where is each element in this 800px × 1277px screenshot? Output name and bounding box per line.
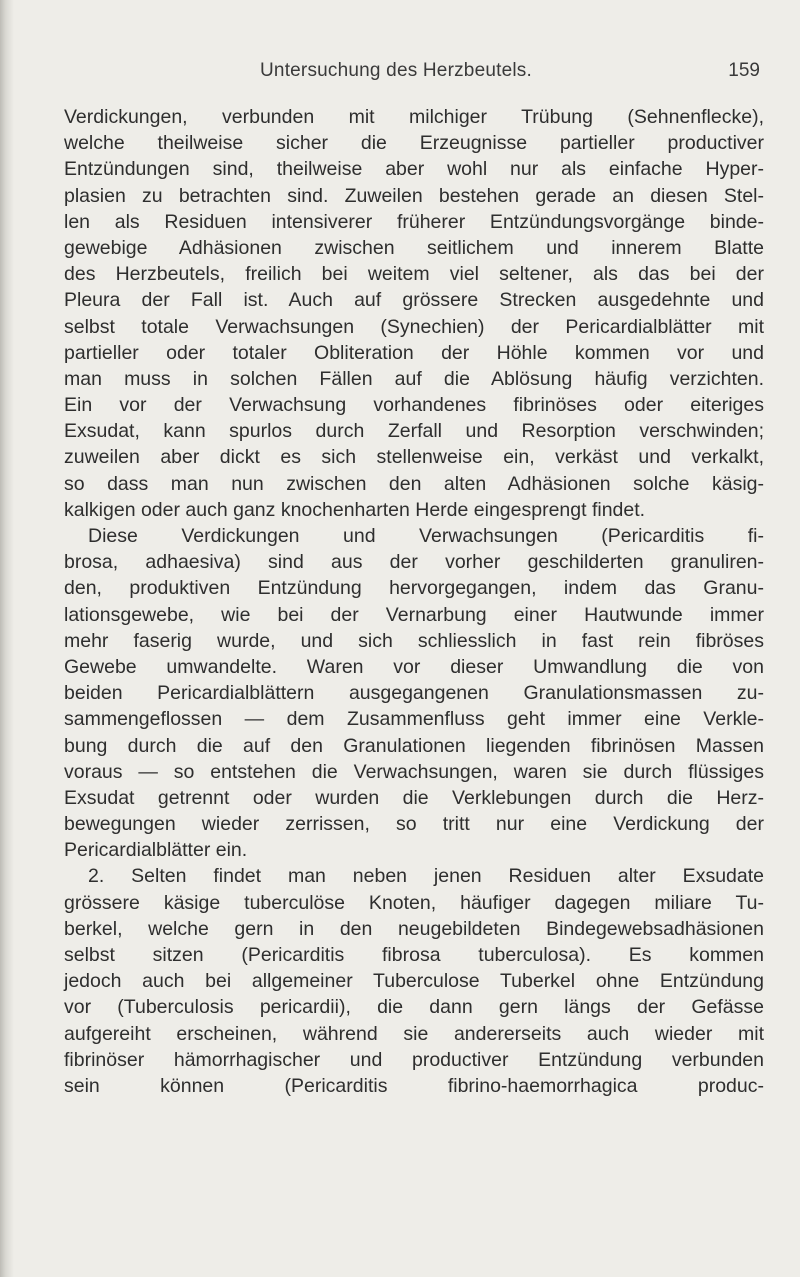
- text-line: selbst sitzen (Pericarditis fibrosa tuberculosa). Es kommen: [64, 944, 764, 966]
- text-line: Exsudat getrennt oder wurden die Verklebungen durch die Herz-: [64, 786, 764, 809]
- text-line: Verdickungen, verbunden mit milchiger Trübung (Sehnenflecke),: [64, 106, 764, 128]
- text-line: beiden Pericardialblättern ausgegangenen Granulationsmassen zu-: [64, 682, 764, 705]
- text-line: berkel, welche gern in den neugebildeten Bindegewebsadhäsionen: [64, 917, 764, 940]
- text-line: aufgereiht erscheinen, während sie andererseits auch wieder mit: [64, 1022, 764, 1045]
- text-line: plasien zu betrachten sind. Zuweilen bestehen gerade an diesen Stel-: [64, 184, 764, 207]
- text-line: bung durch die auf den Granulationen liegenden fibrinösen Massen: [64, 734, 764, 757]
- text-line: Pleura der Fall ist. Auch auf grössere Strecken ausgedehnte und: [64, 289, 764, 312]
- text-line: bewegungen wieder zerrissen, so tritt nur eine Verdickung der: [64, 813, 764, 836]
- text-line: Entzündungen sind, theilweise aber wohl nur als einfache Hyper-: [64, 158, 764, 181]
- page-binding-edge: [0, 0, 14, 1277]
- text-line: Gewebe umwandelte. Waren vor dieser Umwandlung die von: [64, 655, 764, 678]
- page-header: [60, 60, 760, 90]
- text-line: Ein vor der Verwachsung vorhandenes fibrinöses oder eiteriges: [64, 394, 764, 417]
- text-line: grössere käsige tuberculöse Knoten, häufiger dagegen miliare Tu-: [64, 891, 764, 914]
- text-line: den, produktiven Entzündung hervorgegangen, indem das Granu-: [64, 577, 764, 600]
- text-line: brosa, adhaesiva) sind aus der vorher geschilderten granuliren-: [64, 551, 764, 574]
- running-head: Untersuchung des Herzbeutels.: [260, 60, 532, 81]
- text-line: sammengeflossen — dem Zusammenfluss geht immer eine Verkle-: [64, 708, 764, 731]
- paragraph-first-line: 2. Selten findet man neben jenen Residuen alter Exsudate: [88, 865, 764, 888]
- text-line: len als Residuen intensiverer früherer Entzündungsvorgänge binde-: [64, 210, 764, 233]
- text-line: lationsgewebe, wie bei der Vernarbung einer Hautwunde immer: [64, 603, 764, 626]
- text-line: so dass man nun zwischen den alten Adhäsionen solche käsig-: [64, 472, 764, 495]
- text-line: vor (Tuberculosis pericardii), die dann gern längs der Gefässe: [64, 996, 764, 1019]
- text-line: des Herzbeutels, freilich bei weitem viel seltener, als das bei der: [64, 263, 764, 286]
- text-line: selbst totale Verwachsungen (Synechien) der Pericardialblätter mit: [64, 315, 764, 338]
- text-line: man muss in solchen Fällen auf die Ablösung häufig verzichten.: [64, 367, 764, 390]
- paragraph-first-line: Diese Verdickungen und Verwachsungen (Pericarditis fi-: [88, 525, 764, 547]
- body-text: [64, 104, 764, 1099]
- text-line: Exsudat, kann spurlos durch Zerfall und Resorption verschwinden;: [64, 420, 764, 443]
- text-line: Pericardialblätter ein.: [64, 839, 248, 862]
- text-line: jedoch auch bei allgemeiner Tuberculose Tuberkel ohne Entzündung: [64, 970, 764, 993]
- text-line: partieller oder totaler Obliteration der Höhle kommen vor und: [64, 341, 764, 364]
- text-line: zuweilen aber dickt es sich stellenweise ein, verkäst und verkalkt,: [64, 446, 764, 469]
- text-line: welche theilweise sicher die Erzeugnisse partieller productiver: [64, 132, 764, 155]
- text-line: sein können (Pericarditis fibrino-haemorrhagica produc-: [64, 1074, 764, 1097]
- text-line: mehr faserig wurde, und sich schliesslich in fast rein fibröses: [64, 629, 764, 652]
- page-number: 159: [728, 60, 760, 81]
- text-line: fibrinöser hämorrhagischer und productiver Entzündung verbunden: [64, 1048, 764, 1071]
- text-line: kalkigen oder auch ganz knochenharten Herde eingesprengt findet.: [64, 498, 646, 521]
- text-line: voraus — so entstehen die Verwachsungen, waren sie durch flüssiges: [64, 760, 764, 783]
- text-line: gewebige Adhäsionen zwischen seitlichem und innerem Blatte: [64, 236, 764, 259]
